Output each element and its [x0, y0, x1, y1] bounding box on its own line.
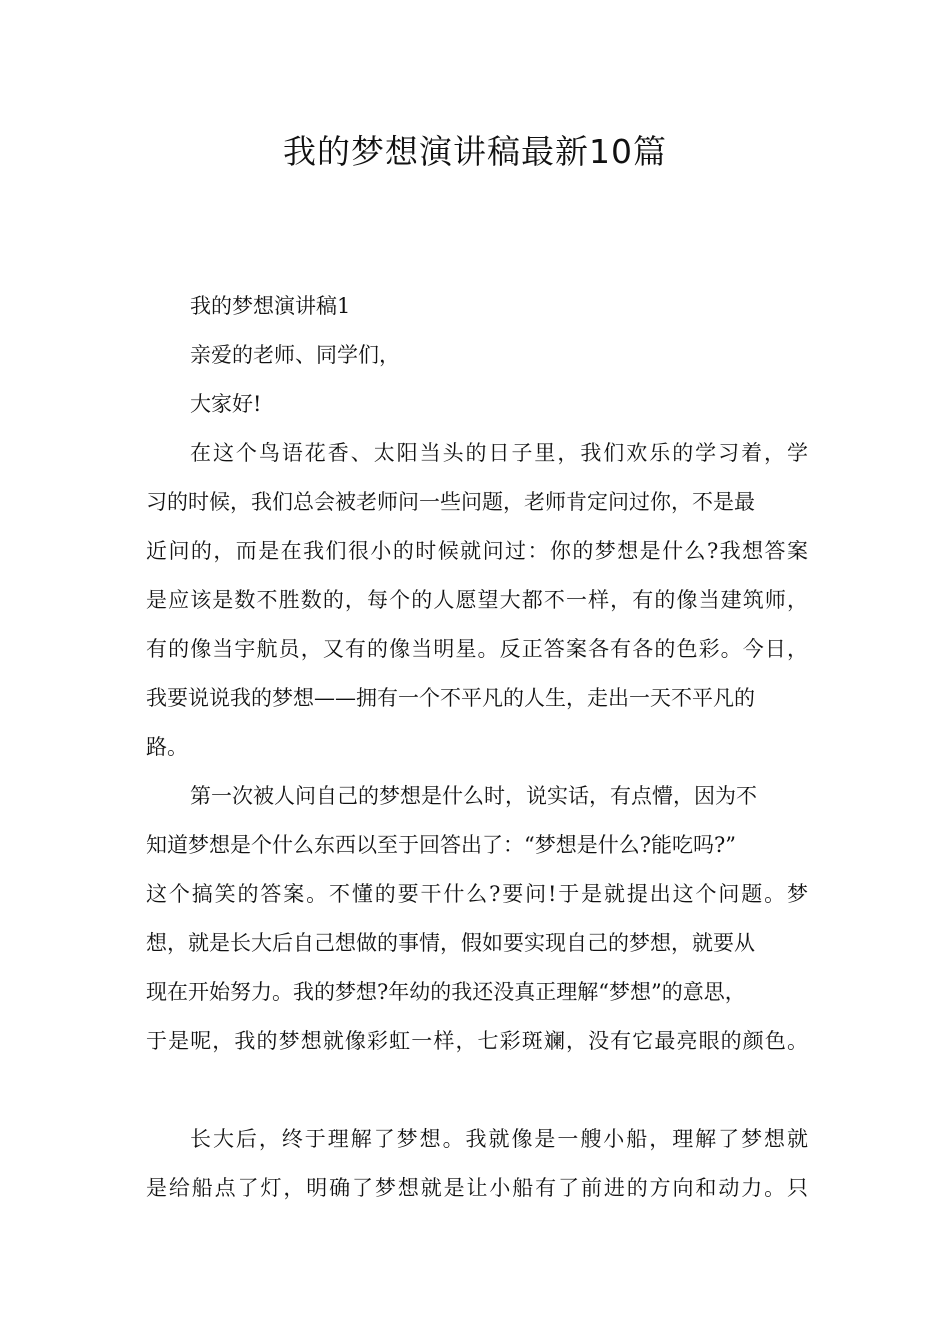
paragraph-line: 大家好!: [190, 392, 262, 416]
document-title: 我的梦想演讲稿最新10篇: [283, 132, 667, 171]
paragraph-line: 第一次被人问自己的梦想是什么时，说实话，有点懵，因为不: [190, 784, 757, 808]
paragraph-line: 路。: [146, 735, 188, 759]
paragraph-line: 是应该是数不胜数的，每个的人愿望大都不一样，有的像当建筑师，: [146, 588, 808, 612]
paragraph-line: 亲爱的老师、同学们，: [190, 343, 400, 367]
paragraph-line: 有的像当宇航员，又有的像当明星。反正答案各有各的色彩。今日，: [146, 637, 808, 661]
paragraph-line: 想，就是长大后自己想做的事情，假如要实现自己的梦想，就要从: [146, 931, 755, 955]
paragraph-line: 知道梦想是个什么东西以至于回答出了：“梦想是什么?能吃吗?”: [146, 833, 736, 857]
document-body: [146, 282, 808, 1213]
paragraph-line: 近问的，而是在我们很小的时候就问过：你的梦想是什么?我想答案: [146, 539, 808, 563]
paragraph-line: 于是呢，我的梦想就像彩虹一样，七彩斑斓，没有它最亮眼的颜色。: [146, 1029, 808, 1053]
paragraph-line: 是给船点了灯，明确了梦想就是让小船有了前进的方向和动力。只: [146, 1176, 808, 1200]
paragraph-line: 现在开始努力。我的梦想?年幼的我还没真正理解“梦想”的意思，: [146, 980, 746, 1004]
paragraph-line: 在这个鸟语花香、太阳当头的日子里，我们欢乐的学习着，学: [190, 441, 808, 465]
paragraph-line: 我的梦想演讲稿1: [190, 294, 351, 318]
paragraph-line: 我要说说我的梦想——拥有一个不平凡的人生，走出一天不平凡的: [146, 686, 755, 710]
paragraph-line: 长大后，终于理解了梦想。我就像是一艘小船，理解了梦想就: [190, 1127, 808, 1151]
paragraph-gap: [146, 1066, 808, 1115]
paragraph-line: 习的时候，我们总会被老师问一些问题，老师肯定问过你，不是最: [146, 490, 755, 514]
paragraph-line: 这个搞笑的答案。不懂的要干什么?要问!于是就提出这个问题。梦: [146, 882, 808, 906]
